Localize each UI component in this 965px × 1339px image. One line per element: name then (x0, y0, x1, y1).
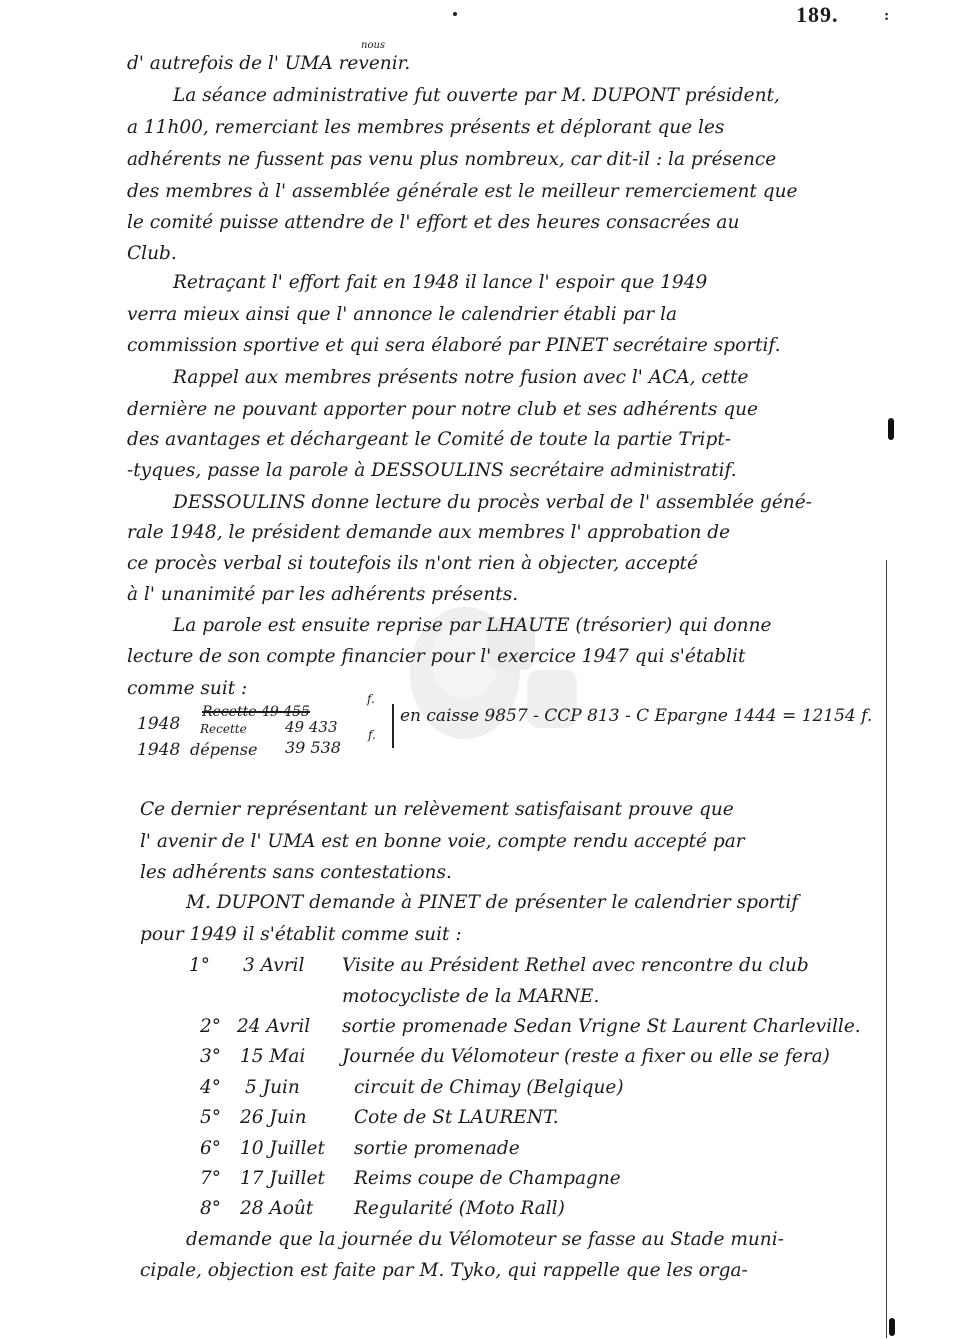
edge-ink-mark (889, 1318, 895, 1336)
text-line: a 11h00, remerciant les membres présents et déplorant que les (127, 117, 725, 138)
calendar-date: 26 Juin (240, 1107, 307, 1128)
calendar-number: 7° (200, 1168, 222, 1189)
account-summary: en caisse 9857 - CCP 813 - C Epargne 1444 = 12154 f. (400, 706, 873, 726)
calendar-number: 3° (200, 1046, 222, 1067)
text-line: pour 1949 il s'établit comme suit : (140, 924, 462, 945)
calendar-event: Reims coupe de Champagne (354, 1168, 621, 1189)
account-unit: f. (368, 728, 376, 742)
calendar-event: Journée du Vélomoteur (reste a fixer ou elle se fera) (342, 1046, 830, 1067)
calendar-date: 24 Avril (237, 1016, 311, 1037)
text-line: cipale, objection est faite par M. Tyko, qui rappelle que les orga- (140, 1260, 748, 1281)
calendar-number: 1° (189, 955, 211, 976)
calendar-date: 5 Juin (245, 1077, 300, 1098)
text-line: les adhérents sans contestations. (140, 862, 452, 883)
text-line: verra mieux ainsi que l' annonce le calendrier établi par la (127, 304, 678, 325)
account-unit: f. (367, 692, 375, 706)
calendar-event: motocycliste de la MARNE. (342, 986, 600, 1007)
account-year: 1948 (137, 714, 181, 734)
account-label: dépense (190, 740, 258, 759)
calendar-date: 28 Août (240, 1198, 314, 1219)
account-value: 39 538 (285, 738, 341, 757)
text-line: des avantages et déchargeant le Comité de toute la partie Tript- (127, 429, 732, 450)
text-line: M. DUPONT demande à PINET de présenter le calendrier sportif (186, 892, 799, 913)
text-line: Rappel aux membres présents notre fusion avec l' ACA, cette (173, 367, 749, 388)
superscript-note: nous (361, 40, 386, 51)
ink-dot (453, 12, 457, 16)
calendar-event: circuit de Chimay (Belgique) (354, 1077, 624, 1098)
text-line: dernière ne pouvant apporter pour notre club et ses adhérents que (127, 399, 758, 420)
text-line: l' avenir de l' UMA est en bonne voie, compte rendu accepté par (140, 831, 745, 852)
calendar-date: 10 Juillet (240, 1138, 325, 1159)
calendar-number: 4° (200, 1077, 222, 1098)
text-line: DESSOULINS donne lecture du procès verbal de l' assemblée géné- (173, 492, 812, 513)
calendar-event: Visite au Président Rethel avec rencontre du club (342, 955, 809, 976)
account-bracket (392, 704, 394, 748)
calendar-number: 5° (200, 1107, 222, 1128)
calendar-date: 3 Avril (243, 955, 305, 976)
calendar-event: Cote de St LAURENT. (354, 1107, 559, 1128)
account-value: 49 433 (285, 718, 338, 736)
text-line: La séance administrative fut ouverte par M. DUPONT président, (173, 85, 780, 106)
page-number: 189. (796, 2, 839, 27)
text-line: des membres à l' assemblée générale est le meilleur remerciement que (127, 181, 798, 202)
margin-line (886, 560, 887, 1338)
calendar-number: 2° (200, 1016, 222, 1037)
text-line: La parole est ensuite reprise par LHAUTE (trésorier) qui donne (173, 615, 772, 636)
calendar-number: 6° (200, 1138, 222, 1159)
text-line: demande que la journée du Vélomoteur se fasse au Stade muni- (186, 1229, 784, 1250)
calendar-event: sortie promenade Sedan Vrigne St Laurent Charleville. (342, 1016, 861, 1037)
text-line: le comité puisse attendre de l' effort et des heures consacrées au (127, 212, 740, 233)
text-line: à l' unanimité par les adhérents présents. (127, 584, 519, 605)
calendar-date: 17 Juillet (240, 1168, 325, 1189)
text-line: ce procès verbal si toutefois ils n'ont rien à objecter, accepté (127, 553, 698, 574)
calendar-date: 15 Mai (240, 1046, 306, 1067)
text-line: Ce dernier représentant un relèvement satisfaisant prouve que (140, 799, 734, 820)
text-line: Club. (127, 243, 177, 264)
corner-mark: : (884, 8, 890, 24)
text-line: -tyques, passe la parole à DESSOULINS secrétaire administratif. (127, 460, 737, 481)
text-line: Retraçant l' effort fait en 1948 il lance l' espoir que 1949 (173, 272, 708, 293)
text-line: commission sportive et qui sera élaboré par PINET secrétaire sportif. (127, 335, 781, 356)
account-year: 1948 (137, 740, 181, 760)
edge-ink-mark (888, 418, 894, 440)
text-line: rale 1948, le président demande aux membres l' approbation de (127, 522, 731, 543)
text-line: comme suit : (127, 678, 248, 699)
calendar-number: 8° (200, 1198, 222, 1219)
calendar-event: Regularité (Moto Rall) (354, 1198, 565, 1219)
text-line: adhérents ne fussent pas venu plus nombreux, car dit-il : la présence (127, 149, 777, 170)
struck-entry: Recette 49 455 (202, 704, 310, 720)
text-line: lecture de son compte financier pour l' exercice 1947 qui s'établit (127, 646, 746, 667)
account-label: Recette (200, 722, 247, 736)
calendar-event: sortie promenade (354, 1138, 520, 1159)
text-line: d' autrefois de l' UMA revenir. (127, 53, 411, 74)
